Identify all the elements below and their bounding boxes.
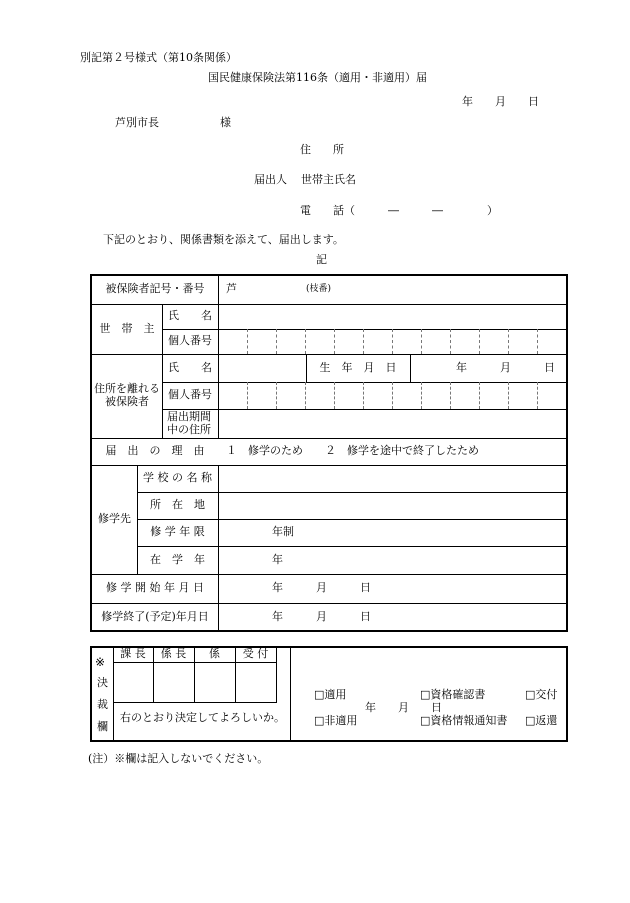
insured-personal-number-field[interactable]: [220, 383, 566, 408]
intro-text: 下記のとおり、関係書類を添えて、届出します。: [103, 233, 344, 246]
submission-date[interactable]: 年 月 日: [462, 95, 539, 108]
form-title: 国民健康保険法第116条（適用・非適用）届: [208, 71, 427, 84]
insured-personal-number-label: 個人番号: [168, 388, 212, 402]
grade-value[interactable]: 年: [272, 552, 283, 566]
school-label: 修学先: [98, 512, 131, 526]
insured-name-field[interactable]: [220, 355, 304, 381]
info-notice-checkbox[interactable]: □資格情報通知書: [420, 714, 508, 727]
school-location-field[interactable]: [220, 493, 566, 518]
school-location-label: 所 在 地: [150, 498, 205, 512]
return-checkbox[interactable]: □返還: [525, 714, 558, 727]
insured-number-label: 被保険者記号・番号: [105, 281, 205, 295]
approval-mark: ※: [95, 655, 106, 669]
nonapply-checkbox[interactable]: □非適用: [314, 714, 358, 727]
study-years-label: 修 学 年 限: [150, 525, 205, 539]
stamp-box-subsection-chief[interactable]: [154, 663, 193, 701]
birth-date-field[interactable]: 年 月 日: [456, 360, 555, 374]
address-label: 住 所: [300, 143, 344, 156]
school-name-field[interactable]: [220, 466, 566, 491]
stamp-header-staff: 係: [209, 646, 220, 660]
period-address-field[interactable]: [220, 410, 566, 437]
branch-number-label: (枝番): [306, 283, 332, 294]
approval-text: 右のとおり決定してよろしいか。: [120, 711, 285, 724]
householder-personal-number-label: 個人番号: [168, 334, 212, 348]
insured-number-field[interactable]: [240, 276, 300, 302]
householder-label: 世 帯 主: [99, 321, 155, 335]
stamp-header-subsection-chief: 係 長: [160, 646, 187, 660]
decision-date[interactable]: 年 月 日: [365, 701, 442, 714]
study-years-value[interactable]: 年制: [272, 525, 294, 539]
school-name-label: 学 校 の 名 称: [143, 471, 212, 485]
start-date-label: 修 学 開 始 年 月 日: [106, 581, 204, 595]
form-number: 別記第２号様式（第10条関係）: [80, 51, 237, 64]
householder-personal-number-field[interactable]: [220, 330, 566, 353]
confirm-doc-checkbox[interactable]: □資格確認書: [420, 688, 486, 701]
delivery-checkbox[interactable]: □交付: [525, 688, 558, 701]
apply-checkbox[interactable]: □適用: [314, 688, 347, 701]
insured-name-label: 氏 名: [168, 360, 212, 374]
insured-number-prefix: 芦: [226, 281, 237, 295]
footnote: (注）※欄は記入しないでください。: [88, 752, 269, 765]
householder-name-field[interactable]: [220, 305, 566, 328]
notifier-label: 届出人: [254, 173, 287, 186]
birth-date-label: 生 年 月 日: [319, 360, 397, 374]
stamp-header-reception: 受 付: [242, 646, 269, 660]
ki-label: 記: [316, 253, 327, 266]
reason-label: 届 出 の 理 由: [105, 444, 205, 458]
period-address-label: 届出期間中の住所: [167, 409, 211, 436]
start-date-value[interactable]: 年 月 日: [272, 581, 371, 595]
stamp-header-section-chief: 課 長: [120, 646, 146, 660]
stamp-box-section-chief[interactable]: [114, 663, 152, 701]
approval-side-label-1: 決: [97, 676, 108, 689]
approval-side-label-2: 裁: [97, 698, 108, 711]
stamp-box-staff[interactable]: [195, 663, 234, 701]
householder-name-label: 世帯主氏名: [301, 173, 356, 186]
honorific: 様: [220, 116, 231, 129]
grade-label: 在 学 年: [150, 552, 205, 566]
end-date-value[interactable]: 年 月 日: [272, 610, 371, 624]
reason-value[interactable]: １ 修学のため ２ 修学を途中で終了したため: [226, 444, 479, 458]
separated-insured-label: 住所を離れる被保険者: [94, 382, 160, 408]
stamp-box-reception[interactable]: [236, 663, 275, 701]
householder-name-label: 氏 名: [168, 309, 212, 323]
approval-side-label-3: 欄: [97, 720, 108, 733]
end-date-label: 修学終了(予定)年月日: [101, 610, 209, 624]
phone-label[interactable]: 電 話（ ― ― ）: [300, 204, 498, 217]
addressee: 芦別市長: [115, 116, 159, 129]
